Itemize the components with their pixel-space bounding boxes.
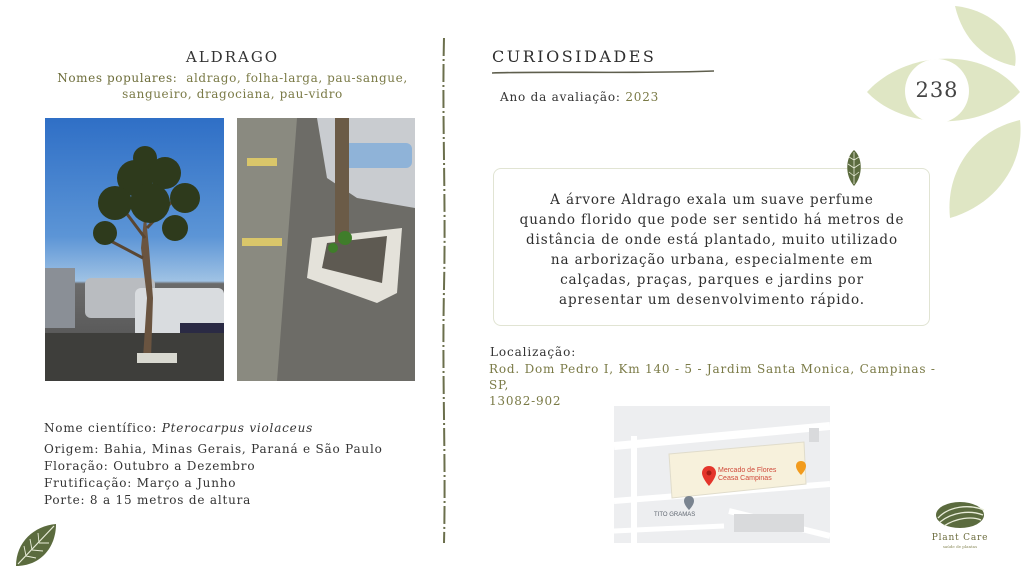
curiosity-text [503, 190, 921, 310]
tree-title: ALDRAGO [185, 48, 280, 66]
map-place-label [718, 467, 776, 483]
fruiting: Frutificação: Março a Junho [44, 476, 237, 490]
location-label: Localização: [490, 345, 577, 359]
curiosity-line: apresentar um desenvolvimento rápido. [559, 292, 865, 308]
location-address-line1: Rod. Dom Pedro I, Km 140 - 5 - Jardim Santa Monica, Campinas - SP, [489, 362, 936, 392]
popular-names-line1: aldrago, folha-larga, pau-sangue, [186, 71, 408, 85]
logo-icon [934, 500, 986, 530]
map-pin-icon[interactable] [702, 466, 716, 486]
tree-size: Porte: 8 a 15 metros de altura [44, 493, 252, 507]
map-place-line2: Ceasa Campinas [718, 475, 772, 482]
leaf-icon [843, 148, 865, 188]
heading-underline [492, 68, 714, 76]
logo-name: Plant Care [931, 533, 989, 543]
curiosity-line: na arborização urbana, especialmente em [550, 252, 874, 268]
evaluation-year-value: 2023 [625, 90, 660, 104]
scientific-name-label: Nome científico: [44, 421, 158, 435]
logo-tagline: saúde de plantas [942, 544, 978, 549]
evaluation-year [500, 90, 659, 104]
origin: Origem: Bahia, Minas Gerais, Paraná e São Paulo [44, 442, 383, 456]
page-number: 238 [915, 78, 959, 102]
popular-names [45, 70, 420, 102]
map-poi-label: TITO GRAMAS [654, 512, 696, 518]
tree-photo [45, 118, 224, 381]
curiosity-line: A árvore Aldrago exala um suave perfume [550, 192, 874, 208]
column-divider [440, 38, 448, 543]
scientific-name-value: Pterocarpus violaceus [161, 421, 314, 435]
popular-names-label: Nomes populares: [57, 71, 178, 85]
food-pin-icon[interactable] [796, 461, 806, 475]
location-address [489, 361, 959, 409]
location-map[interactable] [614, 406, 830, 543]
evaluation-year-label: Ano da avaliação: [500, 90, 621, 104]
leaf-icon [12, 520, 60, 570]
curiosity-line: quando florido que pode ser sentido há metros de [519, 212, 905, 228]
tree-facts [44, 420, 444, 509]
section-heading: CURIOSIDADES [492, 47, 657, 66]
scientific-name [44, 420, 444, 437]
curiosity-line: calçadas, praças, parques e jardins por [560, 272, 864, 288]
location-address-line2: 13082-902 [489, 394, 562, 408]
poi-pin-icon[interactable] [684, 496, 694, 510]
map-place-line1: Mercado de Flores [718, 467, 777, 474]
popular-names-line2: sangueiro, dragociana, pau-vidro [122, 87, 343, 101]
curiosity-line: distância de onde está plantado, muito utilizado [525, 232, 898, 248]
tree-base-photo [237, 118, 415, 381]
flowering: Floração: Outubro a Dezembro [44, 459, 256, 473]
